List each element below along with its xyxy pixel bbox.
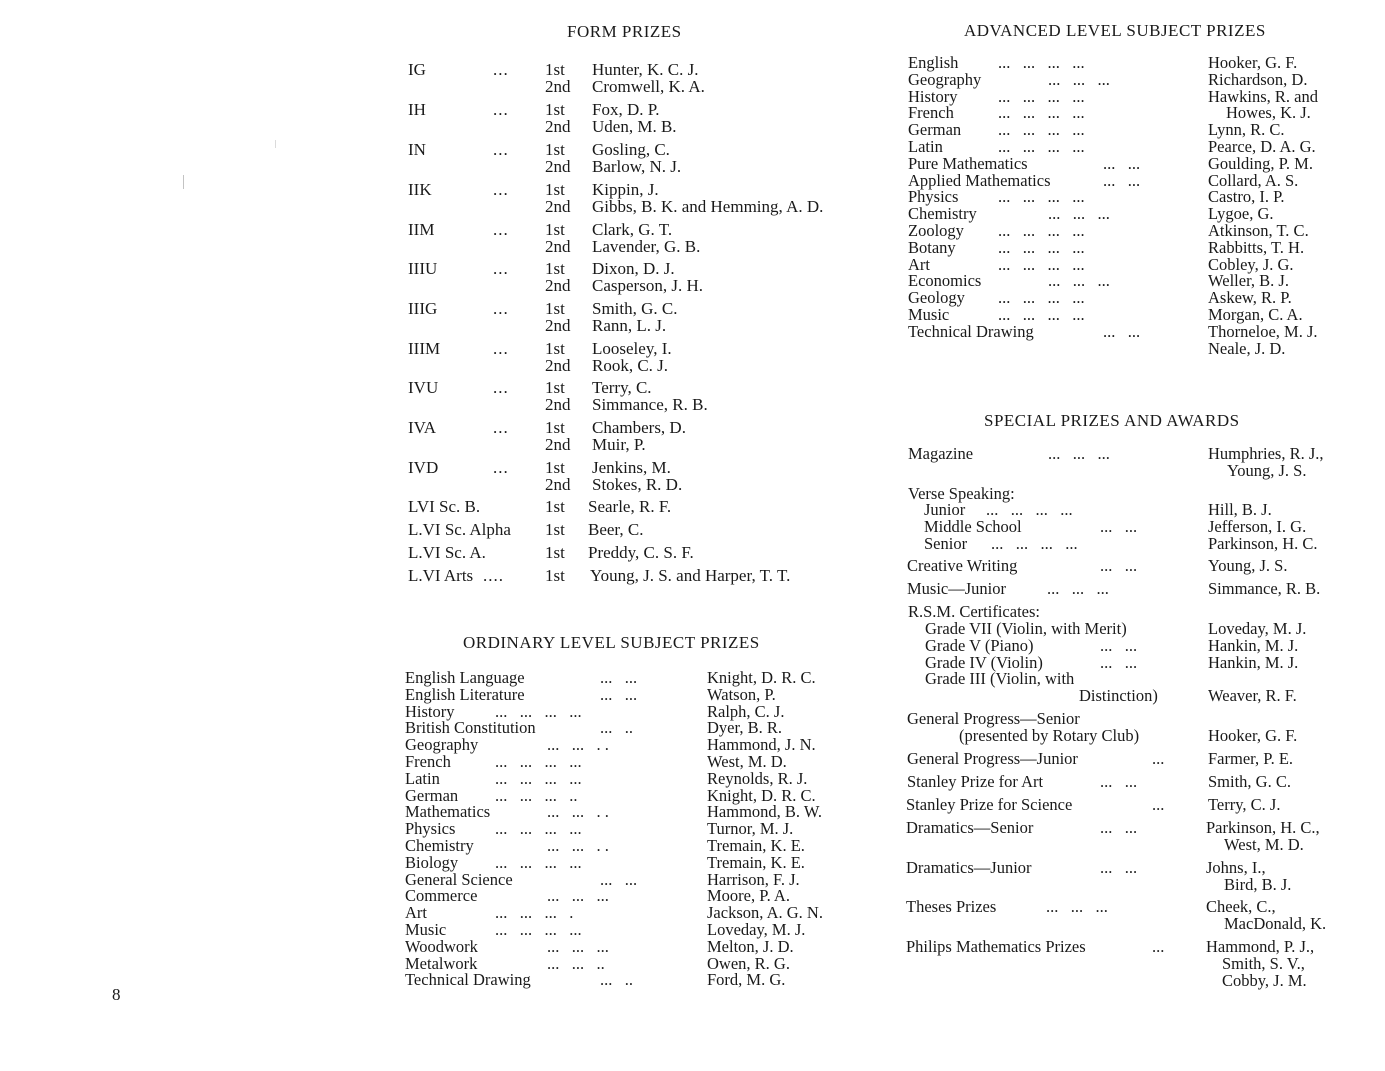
subject-name: Geography <box>405 735 479 755</box>
verse-senior-winner: Parkinson, H. C. <box>1208 534 1318 553</box>
winner-name: Morgan, C. A. <box>1208 304 1303 324</box>
rsm-grade-iv-label: Grade IV (Violin) <box>925 653 1043 672</box>
winner-name: Moore, P. A. <box>707 886 790 906</box>
winner-second: Rann, L. J. <box>592 316 667 335</box>
winner-name: Hawkins, R. and <box>1208 86 1318 106</box>
leader-dots: ... <box>493 220 509 239</box>
winner-first: Smith, G. C. <box>592 299 678 318</box>
gp-senior-label: General Progress—Senior <box>907 709 1080 728</box>
subject-name: Technical Drawing <box>908 321 1034 341</box>
form-name: IVA <box>408 418 437 437</box>
rank-first: 1st <box>545 339 565 358</box>
stanley-art-leader: ... ... <box>1100 772 1138 791</box>
rank-first: 1st <box>545 566 565 585</box>
verse-middle-winner: Jefferson, I. G. <box>1208 517 1307 536</box>
winner-second: Barlow, N. J. <box>592 157 682 176</box>
advanced-prizes-heading: ADVANCED LEVEL SUBJECT PRIZES <box>964 21 1266 40</box>
form-name: IIIU <box>408 259 438 278</box>
leader-dots: ... <box>493 140 509 159</box>
stanley-science-leader: ... <box>1152 795 1165 814</box>
rsm-grade-iv-winner: Hankin, M. J. <box>1208 653 1299 672</box>
winner-name: Tremain, K. E. <box>707 852 805 872</box>
leader-dots: ... ... <box>600 684 638 704</box>
rank-second: 2nd <box>545 77 571 96</box>
leader-dots: ... <box>493 259 509 278</box>
stanley-art-label: Stanley Prize for Art <box>907 772 1044 791</box>
form-name: IG <box>408 60 426 79</box>
rank-first: 1st <box>545 299 565 318</box>
leader-dots: ... ... ... ... <box>998 304 1085 324</box>
leader-dots: ... ... <box>1103 170 1141 190</box>
subject-name: Commerce <box>405 886 478 906</box>
rank-second: 2nd <box>545 276 571 295</box>
subject-name: English Language <box>405 668 525 687</box>
form-name: IH <box>408 100 426 119</box>
dramatics-junior-winner-1: Johns, I., <box>1206 858 1266 877</box>
music-junior-winner: Simmance, R. B. <box>1208 579 1321 598</box>
leader-dots: ... ... <box>600 668 638 687</box>
rsm-grade-v-label: Grade V (Piano) <box>925 636 1034 655</box>
rsm-grade-iv-leader: ... ... <box>1100 653 1138 672</box>
winner-name: Turnor, M. J. <box>707 819 794 839</box>
leader-dots: ... ... ... <box>547 886 609 906</box>
leader-dots: ... .. <box>600 718 633 738</box>
rank-first: 1st <box>545 497 565 516</box>
winner-first: Looseley, I. <box>592 339 672 358</box>
winner-second: Rook, C. J. <box>592 356 669 375</box>
subject-name: Chemistry <box>908 204 977 224</box>
dramatics-junior-leader: ... ... <box>1100 858 1138 877</box>
winner-name: Loveday, M. J. <box>707 919 806 939</box>
winner-first: Chambers, D. <box>592 418 686 437</box>
advanced-prizes-list <box>908 55 1368 357</box>
theses-prizes-leader: ... ... ... <box>1046 897 1108 916</box>
winner-name: Pearce, D. A. G. <box>1208 136 1316 156</box>
subject-name: German <box>908 120 962 140</box>
ordinary-prize-row <box>405 684 865 704</box>
leader-dots: .... <box>483 566 504 585</box>
dramatics-senior-winner-1: Parkinson, H. C., <box>1206 818 1320 837</box>
leader-dots: ... ... ... ... <box>495 919 582 939</box>
subject-name: Art <box>405 903 427 923</box>
dramatics-senior-leader: ... ... <box>1100 818 1138 837</box>
leader-dots: ... ... <box>600 869 638 889</box>
rank-second: 2nd <box>545 356 571 375</box>
subject-name: French <box>405 751 451 771</box>
leader-dots: ... ... <box>1103 153 1141 173</box>
winner-first: Beer, C. <box>588 520 644 539</box>
leader-dots: ... ... ... ... <box>998 86 1085 106</box>
winner-name: Watson, P. <box>707 684 776 704</box>
winner-name: Castro, I. P. <box>1208 187 1285 207</box>
subject-name: Physics <box>908 187 959 207</box>
rank-second: 2nd <box>545 197 571 216</box>
winner-first: Dixon, D. J. <box>592 259 675 278</box>
subject-name: Zoology <box>908 220 964 240</box>
winner-second: Gibbs, B. K. and Hemming, A. D. <box>592 197 824 216</box>
philips-prizes-winner-3: Cobby, J. M. <box>1222 971 1307 990</box>
rank-first: 1st <box>545 520 565 539</box>
winner-name: Collard, A. S. <box>1208 170 1299 190</box>
winner-first: Searle, R. F. <box>588 497 672 516</box>
philips-prizes-label: Philips Mathematics Prizes <box>906 937 1086 956</box>
stanley-science-label: Stanley Prize for Science <box>906 795 1073 814</box>
leader-dots: ... ... ... ... <box>495 701 582 721</box>
verse-junior-winner: Hill, B. J. <box>1208 500 1272 519</box>
leader-dots: ... <box>493 418 509 437</box>
winner-name: Hooker, G. F. <box>1208 53 1298 72</box>
rank-first: 1st <box>545 180 565 199</box>
leader-dots: ... ... . . <box>547 835 609 855</box>
rank-first: 1st <box>545 259 565 278</box>
verse-senior-leader: ... ... ... ... <box>991 534 1078 553</box>
leader-dots: ... ... .. <box>547 953 605 973</box>
verse-junior-label: Junior <box>924 500 966 519</box>
rsm-grade-vii-winner: Loveday, M. J. <box>1208 619 1307 638</box>
verse-senior-label: Senior <box>924 534 968 553</box>
leader-dots: ... ... ... .. <box>495 785 578 805</box>
rank-first: 1st <box>545 140 565 159</box>
subject-name: Mathematics <box>405 802 491 822</box>
leader-dots: ... ... ... <box>547 936 609 956</box>
subject-name: Music <box>405 919 447 939</box>
subject-name: British Constitution <box>405 718 536 738</box>
subject-name: Applied Mathematics <box>908 170 1051 190</box>
leader-dots: ... ... ... <box>1048 69 1110 89</box>
subject-name: Latin <box>908 136 943 156</box>
advanced-prize-row <box>908 321 1368 341</box>
verse-junior-leader: ... ... ... ... <box>986 500 1073 519</box>
philips-prizes-leader: ... <box>1152 937 1165 956</box>
subject-name: History <box>908 86 958 106</box>
winner-name: Lynn, R. C. <box>1208 120 1285 140</box>
winner-second: Casperson, J. H. <box>592 276 703 295</box>
leader-dots: ... .. <box>600 970 633 990</box>
form-name: L.VI Arts <box>408 566 474 585</box>
rank-second: 2nd <box>545 117 571 136</box>
ordinary-prize-row <box>405 804 865 821</box>
winner-name: Knight, D. R. C. <box>707 668 816 687</box>
rsm-grade-v-winner: Hankin, M. J. <box>1208 636 1299 655</box>
subject-name: Chemistry <box>405 835 474 855</box>
leader-dots: ... ... ... ... <box>998 220 1085 240</box>
gp-junior-winner: Farmer, P. E. <box>1208 749 1294 768</box>
winner-second: Muir, P. <box>592 435 646 454</box>
advanced-prize-row <box>908 170 1368 190</box>
stanley-science-winner: Terry, C. J. <box>1208 795 1281 814</box>
subject-name: Botany <box>908 237 956 257</box>
leader-dots: ... ... ... ... <box>495 852 582 872</box>
subject-name: German <box>405 785 459 805</box>
subject-name: Geography <box>908 69 982 89</box>
winner-name: Richardson, D. <box>1208 69 1308 89</box>
winner-name: Jackson, A. G. N. <box>707 903 823 923</box>
rsm-grade-iii-label-cont: Distinction) <box>1079 686 1158 705</box>
winner-second: Simmance, R. B. <box>592 395 708 414</box>
stanley-art-winner: Smith, G. C. <box>1208 772 1291 791</box>
philips-prizes-winner-1: Hammond, P. J., <box>1206 937 1315 956</box>
rank-first: 1st <box>545 378 565 397</box>
creative-writing-winner: Young, J. S. <box>1208 556 1288 575</box>
subject-name: History <box>405 701 455 721</box>
leader-dots: ... ... <box>1103 321 1141 341</box>
gp-senior-winner: Hooker, G. F. <box>1208 726 1298 745</box>
leader-dots: ... <box>493 378 509 397</box>
ordinary-prizes-heading: ORDINARY LEVEL SUBJECT PRIZES <box>463 633 760 652</box>
philips-prizes-winner-2: Smith, S. V., <box>1222 954 1305 973</box>
winner-first: Terry, C. <box>592 378 652 397</box>
rsm-grade-iii-label: Grade III (Violin, with <box>925 669 1075 688</box>
winner-first: Hunter, K. C. J. <box>592 60 699 79</box>
winner-name: Neale, J. D. <box>1208 338 1286 358</box>
winner-name: Dyer, B. R. <box>707 718 782 738</box>
subject-name: General Science <box>405 869 513 889</box>
winner-first: Young, J. S. and Harper, T. T. <box>590 566 791 585</box>
leader-dots: ... ... ... ... <box>998 187 1085 207</box>
subject-name: Woodwork <box>405 936 478 956</box>
leader-dots: ... ... ... ... <box>998 120 1085 140</box>
winner-name: Howes, K. J. <box>1226 103 1311 123</box>
rsm-grade-vii-label: Grade VII (Violin, with Merit) <box>925 619 1127 638</box>
winner-name: Thorneloe, M. J. <box>1208 321 1318 341</box>
leader-dots: ... <box>493 339 509 358</box>
rank-second: 2nd <box>545 316 571 335</box>
verse-middle-label: Middle School <box>924 517 1022 536</box>
subject-name: Economics <box>908 271 982 291</box>
dramatics-senior-winner-2: West, M. D. <box>1224 835 1304 854</box>
winner-first: Jenkins, M. <box>592 458 671 477</box>
subject-name: Art <box>908 254 930 274</box>
winner-second: Lavender, G. B. <box>592 237 701 256</box>
winner-name: Tremain, K. E. <box>707 835 805 855</box>
rank-first: 1st <box>545 418 565 437</box>
form-name: IVU <box>408 378 439 397</box>
winner-name: West, M. D. <box>707 751 787 771</box>
form-name: L.VI Sc. Alpha <box>408 520 511 539</box>
winner-name: Ralph, C. J. <box>707 701 785 721</box>
subject-name: Biology <box>405 852 459 872</box>
advanced-prize-row <box>908 189 1368 206</box>
subject-name: Technical Drawing <box>405 970 531 990</box>
form-name: LVI Sc. B. <box>408 497 481 516</box>
leader-dots: ... ... ... <box>1048 271 1110 291</box>
winner-name: Owen, R. G. <box>707 953 790 973</box>
leader-dots: ... ... ... ... <box>998 136 1085 156</box>
form-name: IIM <box>408 220 435 239</box>
leader-dots: ... ... ... ... <box>998 288 1085 308</box>
ordinary-prizes-list <box>405 670 865 989</box>
magazine-leader: ... ... ... <box>1048 444 1110 463</box>
leader-dots: ... ... ... ... <box>998 237 1085 257</box>
scan-mark <box>275 140 276 148</box>
leader-dots: ... <box>493 60 509 79</box>
leader-dots: ... <box>493 100 509 119</box>
advanced-prize-row <box>908 237 1368 257</box>
leader-dots: ... ... ... ... <box>495 751 582 771</box>
winner-first: Gosling, C. <box>592 140 670 159</box>
advanced-prize-row <box>908 338 1368 358</box>
leader-dots: ... ... ... ... <box>998 254 1085 274</box>
winner-name: Hammond, B. W. <box>707 802 823 822</box>
subject-name: Geology <box>908 288 965 308</box>
subject-name: French <box>908 103 954 123</box>
subject-name: Latin <box>405 768 440 788</box>
page-number: 8 <box>112 985 121 1004</box>
subject-name: English <box>908 53 959 72</box>
form-name: IIIG <box>408 299 438 318</box>
winner-name: Ford, M. G. <box>707 970 786 990</box>
leader-dots: ... ... ... ... <box>998 103 1085 123</box>
subject-name: Physics <box>405 819 456 839</box>
ordinary-prize-row <box>405 972 865 989</box>
dramatics-senior-label: Dramatics—Senior <box>906 818 1034 837</box>
winner-name: Lygoe, G. <box>1208 204 1274 224</box>
leader-dots: ... ... ... ... <box>495 819 582 839</box>
rsm-grade-iii-winner: Weaver, R. F. <box>1208 686 1297 705</box>
rank-first: 1st <box>545 458 565 477</box>
rank-first: 1st <box>545 100 565 119</box>
leader-dots: ... ... ... ... <box>998 53 1085 72</box>
rank-second: 2nd <box>545 395 571 414</box>
leader-dots: ... <box>493 299 509 318</box>
gp-junior-label: General Progress—Junior <box>907 749 1078 768</box>
creative-writing-leader: ... ... <box>1100 556 1138 575</box>
winner-name: Askew, R. P. <box>1208 288 1292 308</box>
winner-name: Rabbitts, T. H. <box>1208 237 1305 257</box>
verse-speaking-heading: Verse Speaking: <box>908 484 1015 503</box>
theses-prizes-winner-1: Cheek, C., <box>1206 897 1276 916</box>
winner-name: Melton, J. D. <box>707 936 794 956</box>
rank-first: 1st <box>545 220 565 239</box>
winner-name: Atkinson, T. C. <box>1208 220 1309 240</box>
rank-second: 2nd <box>545 237 571 256</box>
winner-name: Hammond, J. N. <box>707 735 816 755</box>
winner-name: Harrison, F. J. <box>707 869 800 889</box>
rank-first: 1st <box>545 60 565 79</box>
subject-name: Metalwork <box>405 953 478 973</box>
rsm-grade-v-leader: ... ... <box>1100 636 1138 655</box>
theses-prizes-winner-2: MacDonald, K. <box>1224 914 1327 933</box>
form-name: IVD <box>408 458 439 477</box>
form-name: IIIM <box>408 339 441 358</box>
music-junior-label: Music—Junior <box>907 579 1006 598</box>
magazine-winner-1: Humphries, R. J., <box>1208 444 1324 463</box>
leader-dots: ... <box>493 458 509 477</box>
winner-name: Knight, D. R. C. <box>707 785 816 805</box>
winner-name: Reynolds, R. J. <box>707 768 808 788</box>
winner-first: Clark, G. T. <box>592 220 673 239</box>
leader-dots: ... ... . . <box>547 735 609 755</box>
leader-dots: ... <box>493 180 509 199</box>
form-name: L.VI Sc. A. <box>408 543 486 562</box>
leader-dots: ... ... ... . <box>495 903 574 923</box>
advanced-prize-row <box>908 105 1368 122</box>
rsm-heading: R.S.M. Certificates: <box>908 602 1040 621</box>
scan-mark <box>183 175 184 189</box>
form-prizes-heading: FORM PRIZES <box>567 22 682 41</box>
winner-name: Weller, B. J. <box>1208 271 1289 291</box>
winner-second: Cromwell, K. A. <box>592 77 705 96</box>
form-name: IIK <box>408 180 432 199</box>
creative-writing-label: Creative Writing <box>907 556 1018 575</box>
subject-name: Pure Mathematics <box>908 153 1028 173</box>
rank-second: 2nd <box>545 157 571 176</box>
gp-senior-label-cont: (presented by Rotary Club) <box>959 726 1140 745</box>
leader-dots: ... ... ... <box>1048 204 1110 224</box>
rank-second: 2nd <box>545 475 571 494</box>
theses-prizes-label: Theses Prizes <box>906 897 997 916</box>
winner-second: Stokes, R. D. <box>592 475 683 494</box>
magazine-winner-2: Young, J. S. <box>1227 461 1307 480</box>
form-name: IN <box>408 140 426 159</box>
advanced-prize-row <box>908 273 1368 290</box>
rank-first: 1st <box>545 543 565 562</box>
rank-second: 2nd <box>545 435 571 454</box>
leader-dots: ... ... . . <box>547 802 609 822</box>
music-junior-leader: ... ... ... <box>1047 579 1109 598</box>
gp-junior-leader: ... <box>1152 749 1165 768</box>
winner-name: Goulding, P. M. <box>1208 153 1313 173</box>
leader-dots: ... ... ... ... <box>495 768 582 788</box>
dramatics-junior-label: Dramatics—Junior <box>906 858 1032 877</box>
winner-name: Cobley, J. G. <box>1208 254 1294 274</box>
subject-name: Music <box>908 304 950 324</box>
winner-first: Kippin, J. <box>592 180 659 199</box>
verse-middle-leader: ... ... <box>1100 517 1138 536</box>
magazine-label: Magazine <box>908 444 974 463</box>
winner-first: Preddy, C. S. F. <box>588 543 694 562</box>
winner-second: Uden, M. B. <box>592 117 677 136</box>
dramatics-junior-winner-2: Bird, B. J. <box>1224 875 1292 894</box>
winner-first: Fox, D. P. <box>592 100 660 119</box>
subject-name: English Literature <box>405 684 525 704</box>
special-prizes-heading: SPECIAL PRIZES AND AWARDS <box>984 411 1240 430</box>
ordinary-prize-row <box>405 737 865 754</box>
